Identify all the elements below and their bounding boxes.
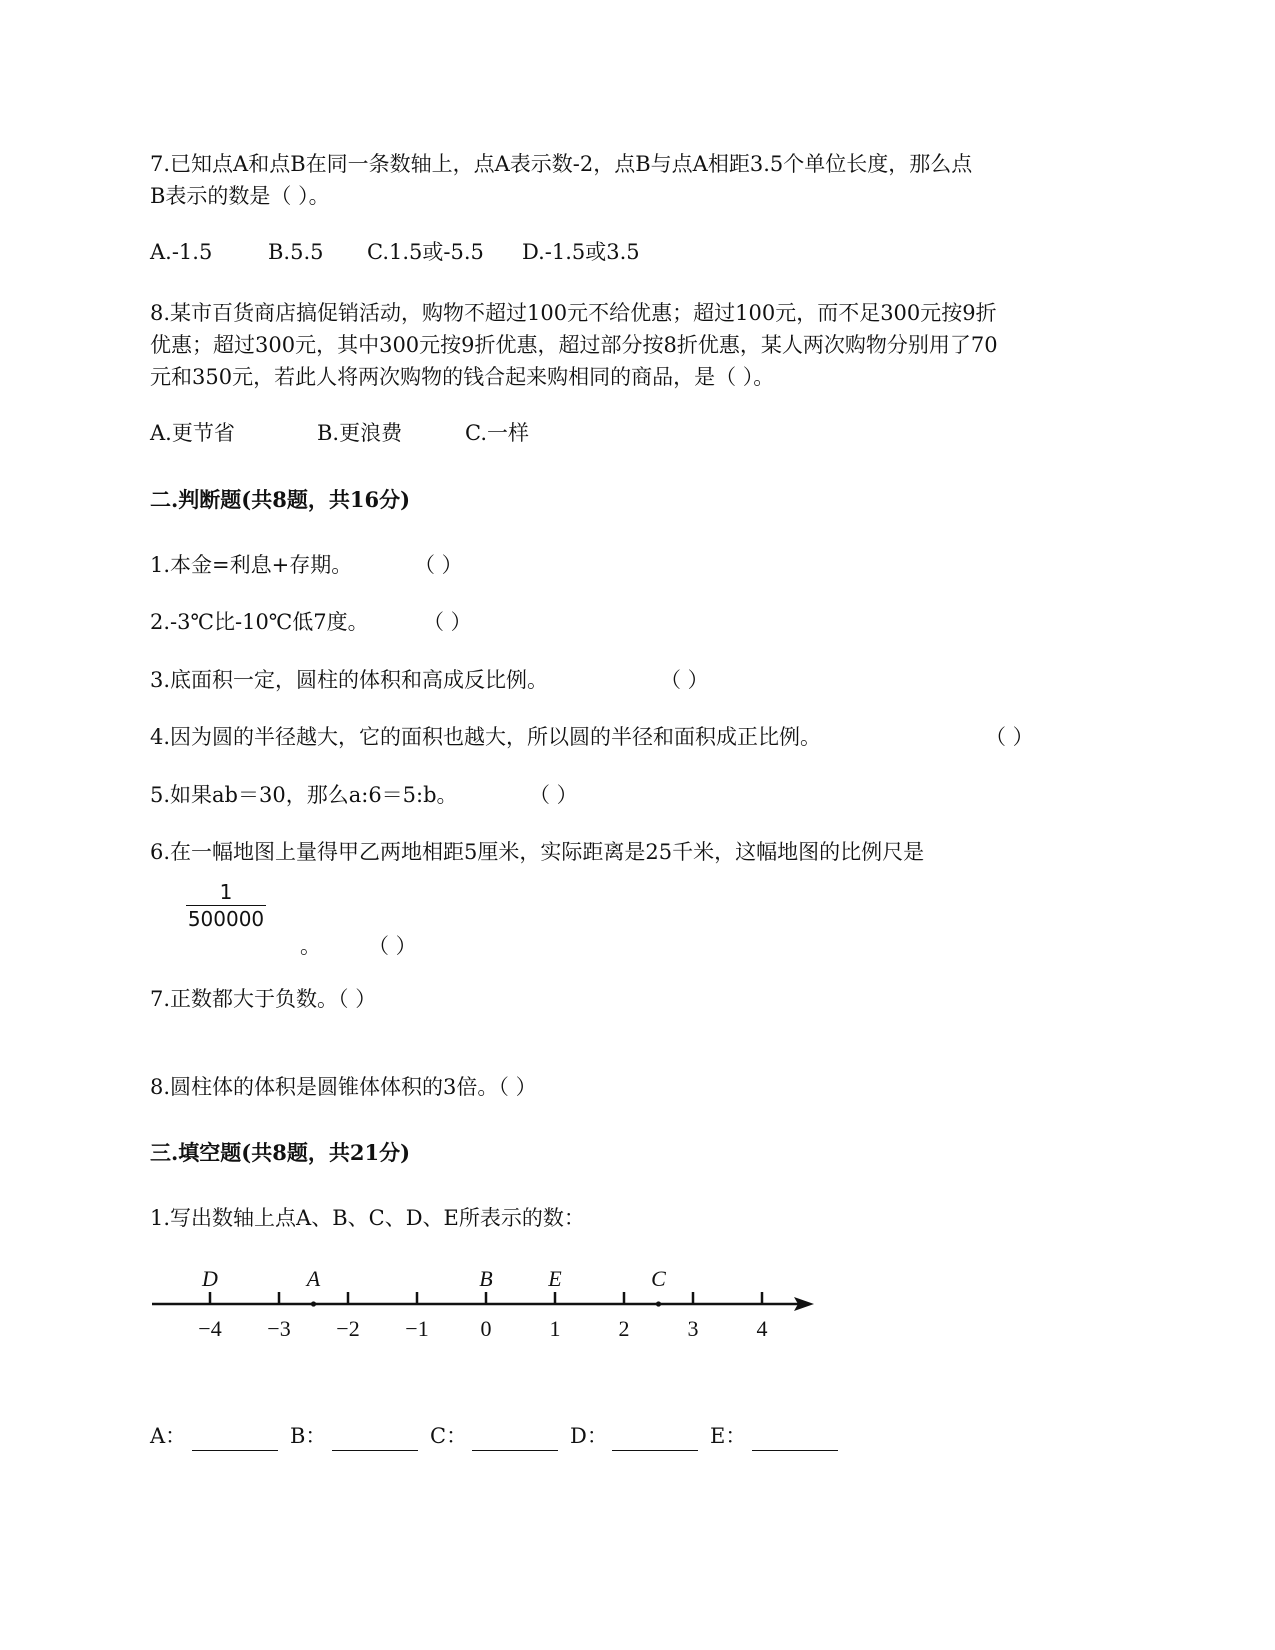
answer-blank-a[interactable] <box>192 1422 278 1451</box>
judge-item-3-paren: （ ） <box>660 668 709 692</box>
judge-item-4-paren: （ ） <box>985 725 1034 749</box>
judge-item-1: 1.本金=利息+存期。 <box>150 553 353 577</box>
fraction-bar <box>186 905 266 906</box>
q8-option-b: B.更浪费 <box>317 421 403 445</box>
judge-item-6-paren: （ ） <box>368 934 417 958</box>
number-line <box>150 1262 830 1352</box>
section2-title: 二.判断题(共8题，共16分) <box>150 487 411 512</box>
point-label: E <box>548 1266 562 1291</box>
judge-item-5: 5.如果ab＝30，那么a:6＝5:b。 <box>150 783 458 807</box>
tick-label: −2 <box>336 1316 360 1341</box>
section3-title: 三.填空题(共8题，共21分) <box>150 1140 411 1165</box>
q7-option-a: A.-1.5 <box>150 240 213 264</box>
q8-option-c: C.一样 <box>465 421 529 445</box>
judge-item-4: 4.因为圆的半径越大，它的面积也越大，所以圆的半径和面积成正比例。 <box>150 725 822 749</box>
blank-label-b: B： <box>290 1424 327 1448</box>
judge-item-3: 3.底面积一定，圆柱的体积和高成反比例。 <box>150 668 549 692</box>
point-label: B <box>479 1266 493 1291</box>
blank-label-d: D： <box>570 1424 608 1448</box>
answer-blank-e[interactable] <box>752 1422 838 1451</box>
point-dot <box>656 1301 661 1306</box>
judge-item-7: 7.正数都大于负数。（ ） <box>150 987 377 1011</box>
q8-option-a: A.更节省 <box>150 421 235 445</box>
q7-option-c: C.1.5或-5.5 <box>367 240 484 264</box>
q7-line-2: B表示的数是（ ）。 <box>150 184 330 208</box>
tick-label: 0 <box>480 1316 492 1341</box>
fill-item-1: 1.写出数轴上点A、B、C、D、E所表示的数： <box>150 1206 585 1230</box>
q8-line-2: 优惠；超过300元，其中300元按9折优惠，超过部分按8折优惠，某人两次购物分别用了70 <box>150 333 998 357</box>
q8-line-1: 8.某市百货商店搞促销活动，购物不超过100元不给优惠；超过100元，而不足300元按9折 <box>150 301 997 325</box>
tick-label: −3 <box>267 1316 291 1341</box>
point-label: D <box>202 1266 218 1291</box>
point-dot <box>311 1301 316 1306</box>
answer-blank-c[interactable] <box>472 1422 558 1451</box>
blank-label-a: A： <box>150 1424 187 1448</box>
q8-line-3: 元和350元，若此人将两次购物的钱合起来购相同的商品，是（ ）。 <box>150 365 775 389</box>
judge-item-2-paren: （ ） <box>423 610 472 634</box>
judge-item-6: 6.在一幅地图上量得甲乙两地相距5厘米，实际距离是25千米，这幅地图的比例尺是 <box>150 840 925 864</box>
blank-label-c: C： <box>430 1424 468 1448</box>
judge-item-8: 8.圆柱体的体积是圆锥体体积的3倍。（ ） <box>150 1075 537 1099</box>
blank-label-e: E： <box>710 1424 747 1448</box>
q7-line-1: 7.已知点A和点B在同一条数轴上，点A表示数-2，点B与点A相距3.5个单位长度，那么点 <box>150 152 973 176</box>
fraction-denominator: 500000 <box>187 907 265 931</box>
judge-item-2: 2.-3℃比-10℃低7度。 <box>150 610 369 634</box>
judge-item-1-paren: （ ） <box>414 553 463 577</box>
point-label: A <box>306 1266 321 1291</box>
judge-item-6-tail: 。 <box>300 934 321 958</box>
scale-fraction <box>186 880 266 931</box>
fraction-numerator: 1 <box>219 880 233 904</box>
tick-label: 4 <box>756 1316 768 1341</box>
tick-label: 1 <box>549 1316 561 1341</box>
q7-option-b: B.5.5 <box>268 240 324 264</box>
tick-label: −4 <box>198 1316 222 1341</box>
tick-label: −1 <box>405 1316 429 1341</box>
answer-blank-b[interactable] <box>332 1422 418 1451</box>
answer-blank-d[interactable] <box>612 1422 698 1451</box>
point-label: C <box>651 1266 666 1291</box>
judge-item-5-paren: （ ） <box>529 783 578 807</box>
q7-option-d: D.-1.5或3.5 <box>522 240 640 264</box>
tick-label: 3 <box>687 1316 699 1341</box>
tick-label: 2 <box>618 1316 630 1341</box>
